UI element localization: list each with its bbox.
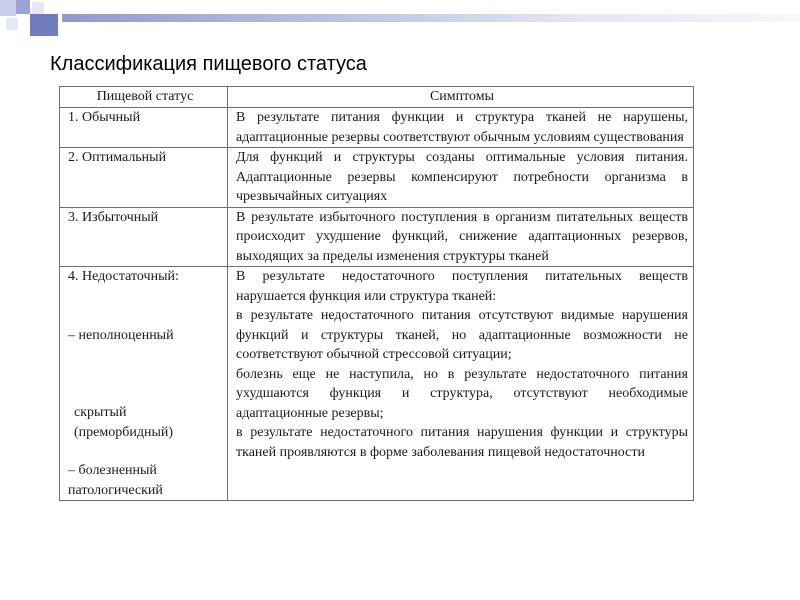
symptoms-text: болезнь еще не наступила, но в результате недостаточного питания ухудшаются функция и структура, отсутствуют необходимые адаптационные резервы;	[236, 366, 688, 421]
decor-square	[16, 0, 30, 14]
symptoms-cell: В результате избыточного поступления в организм питательных веществ происходит ухудшение функций, снижение адаптационных резервов, выходящих за пределы изменения структуры тканей	[228, 207, 694, 267]
column-header-status: Пищевой статус	[60, 87, 228, 108]
symptoms-cell	[228, 267, 694, 501]
symptoms-text: В результате недостаточного поступления питательных веществ нарушается функция или структура тканей:	[236, 269, 688, 304]
substatus-label: – неполноценный	[68, 327, 174, 343]
status-cell: 3. Избыточный	[60, 207, 228, 267]
decor-square	[32, 2, 44, 14]
decor-gradient-bar	[62, 14, 800, 22]
column-header-symptoms: Симптомы	[228, 87, 694, 108]
slide-title: Классификация пищевого статуса	[50, 53, 367, 75]
table-row	[60, 108, 694, 148]
symptoms-cell: Для функций и структуры созданы оптимальные условия питания. Адаптационные резервы компенсируют потребности организма в чрезвычайных ситуациях	[228, 148, 694, 208]
status-cell	[60, 267, 228, 501]
table-row	[60, 267, 694, 501]
symptoms-cell: В результате питания функции и структура тканей не нарушены, адаптационные резервы соответствуют обычным условиям существования	[228, 108, 694, 148]
table-row	[60, 207, 694, 267]
table-row	[60, 148, 694, 208]
substatus-label: – болезненный патологический	[68, 463, 163, 498]
status-cell: 1. Обычный	[60, 108, 228, 148]
status-cell: 2. Оптимальный	[60, 148, 228, 208]
table-header-row	[60, 87, 694, 108]
substatus-label: скрытый (преморбидный)	[74, 405, 174, 440]
symptoms-text: в результате недостаточного питания отсутствуют видимые нарушения функций и структуры тканей, но адаптационные возможности не соответствуют обычной стрессовой ситуации;	[236, 308, 688, 362]
corner-decoration	[0, 0, 800, 36]
nutrition-status-table	[59, 86, 694, 501]
symptoms-text: в результате недостаточного питания нарушения функции и структуры тканей проявляются в форме заболевания пищевой недостаточности	[236, 425, 688, 460]
decor-square	[0, 0, 16, 16]
decor-square	[6, 18, 18, 30]
status-label: 4. Недостаточный:	[68, 269, 179, 284]
decor-square	[30, 14, 58, 36]
